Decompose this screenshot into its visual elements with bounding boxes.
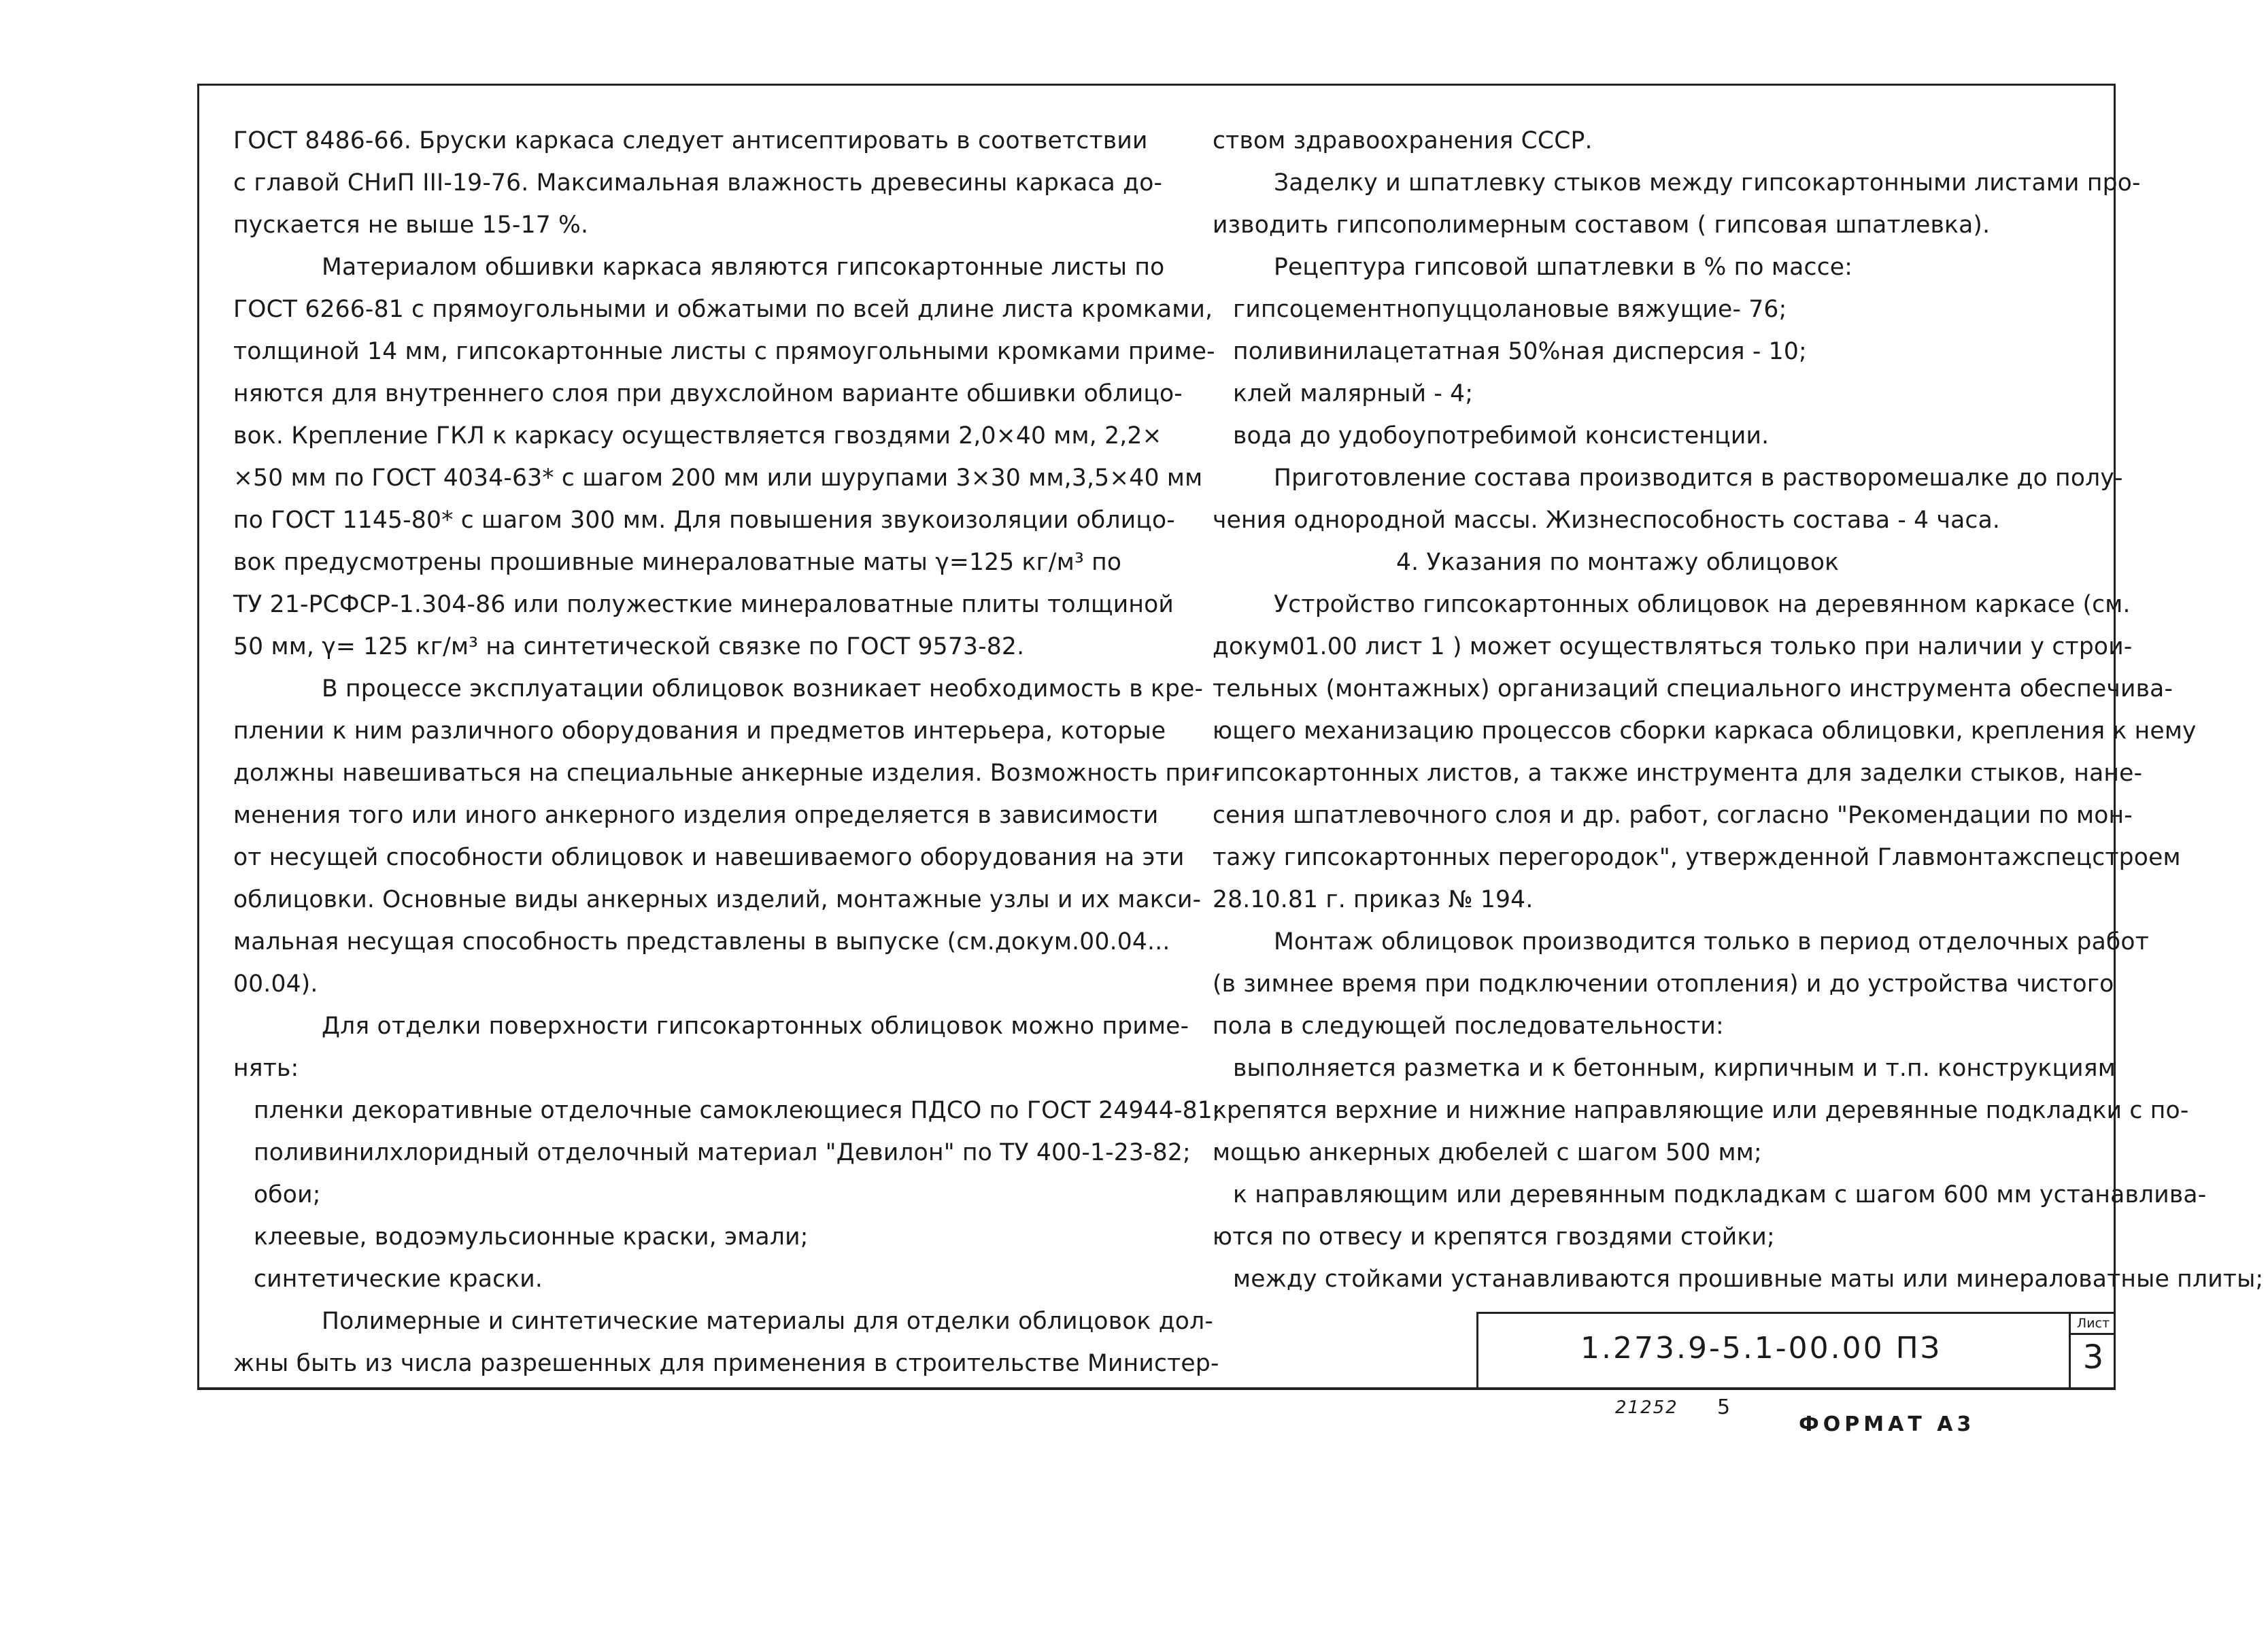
- text-line: Устройство гипсокартонных облицовок на деревянном каркасе (см.: [1274, 591, 2131, 618]
- text-line: крепятся верхние и нижние направляющие или деревянные подкладки с по-: [1213, 1097, 2189, 1124]
- text-line: 50 мм, γ= 125 кг/м³ на синтетической связке по ГОСТ 9573-82.: [233, 633, 1025, 660]
- text-line: мощью анкерных дюбелей с шагом 500 мм;: [1213, 1139, 1762, 1166]
- text-line: докум01.00 лист 1 ) может осуществляться только при наличии у строи-: [1213, 633, 2133, 660]
- text-line: Материалом обшивки каркаса являются гипсокартонные листы по: [322, 254, 1165, 281]
- list-item: вода до удобоупотребимой консистенции.: [1233, 422, 1770, 450]
- text-line: няются для внутреннего слоя при двухслойном варианте обшивки облицо-: [233, 380, 1183, 407]
- list-item: пленки декоративные отделочные самоклеющиеся ПДСО по ГОСТ 24944-81;: [254, 1097, 1221, 1124]
- title-block: [1476, 1312, 2116, 1389]
- drawing-sheet-frame: [197, 84, 2264, 1390]
- list-item: обои;: [254, 1181, 321, 1208]
- text-line: (в зимнее время при подключении отопления) и до устройства чистого: [1213, 970, 2114, 998]
- text-line: Рецептура гипсовой шпатлевки в % по массе:: [1274, 254, 1853, 281]
- text-line: облицовки. Основные виды анкерных изделий, монтажные узлы и их макси-: [233, 886, 1202, 913]
- section-heading: 4. Указания по монтажу облицовок: [1396, 549, 1840, 576]
- list-item: клей малярный - 4;: [1233, 380, 1474, 407]
- text-line: 00.04).: [233, 970, 318, 998]
- text-line: плении к ним различного оборудования и предметов интерьера, которые: [233, 717, 1166, 745]
- list-item: синтетические краски.: [254, 1266, 543, 1293]
- text-line: по ГОСТ 1145-80* с шагом 300 мм. Для повышения звукоизоляции облицо-: [233, 507, 1175, 534]
- text-line: Заделку и шпатлевку стыков между гипсокартонными листами про-: [1274, 169, 2141, 197]
- text-line: гипсокартонных листов, а также инструмента для заделки стыков, нане-: [1213, 760, 2143, 787]
- text-line: толщиной 14 мм, гипсокартонные листы с прямоугольными кромками приме-: [233, 338, 1215, 365]
- text-line: Приготовление состава производится в растворомешалке до полу-: [1274, 464, 2123, 492]
- list-item: между стойками устанавливаются прошивные маты или минераловатные плиты;: [1233, 1266, 2264, 1293]
- sheet-label: Лист: [2071, 1314, 2116, 1335]
- text-line: от несущей способности облицовок и навешиваемого оборудования на эти: [233, 844, 1185, 871]
- text-line: вок предусмотрены прошивные минераловатные маты γ=125 кг/м³ по: [233, 549, 1122, 576]
- text-line: тельных (монтажных) организаций специального инструмента обеспечива-: [1213, 675, 2173, 702]
- inventory-number: 21252: [1615, 1398, 1678, 1418]
- text-line: ющего механизацию процессов сборки каркаса облицовки, крепления к нему: [1213, 717, 2197, 745]
- text-line: пускается не выше 15-17 %.: [233, 211, 589, 239]
- list-item: поливинилацетатная 50%ная дисперсия - 10;: [1233, 338, 1807, 365]
- left-text-column: [233, 120, 1221, 1385]
- text-line: ×50 мм по ГОСТ 4034-63* с шагом 200 мм или шурупами 3×30 мм,3,5×40 мм: [233, 464, 1203, 492]
- text-line: тажу гипсокартонных перегородок", утвержденной Главмонтажспецстроем: [1213, 844, 2181, 871]
- text-line: чения однородной массы. Жизнеспособность состава - 4 часа.: [1213, 507, 2001, 534]
- text-line: 28.10.81 г. приказ № 194.: [1213, 886, 1534, 913]
- text-line: Монтаж облицовок производится только в период отделочных работ: [1274, 928, 2149, 955]
- list-item: клеевые, водоэмульсионные краски, эмали;: [254, 1223, 809, 1251]
- text-line: сения шпатлевочного слоя и др. работ, согласно "Рекомендации по мон-: [1213, 802, 2133, 829]
- text-line: жны быть из числа разрешенных для применения в строительстве Министер-: [233, 1350, 1219, 1377]
- text-line: пола в следующей последовательности:: [1213, 1013, 1724, 1040]
- text-line: изводить гипсополимерным составом ( гипсовая шпатлевка).: [1213, 211, 1991, 239]
- list-item: поливинилхлоридный отделочный материал "Девилон" по ТУ 400-1-23-82;: [254, 1139, 1191, 1166]
- text-line: ГОСТ 8486-66. Бруски каркаса следует антисептировать в соответствии: [233, 127, 1148, 154]
- text-line: мальная несущая способность представлены в выпуске (см.докум.00.04...: [233, 928, 1170, 955]
- text-line: ТУ 21-РСФСР-1.304-86 или полужесткие минераловатные плиты толщиной: [233, 591, 1174, 618]
- text-line: Для отделки поверхности гипсокартонных облицовок можно приме-: [322, 1013, 1189, 1040]
- sheet-number-cell: [2069, 1314, 2116, 1389]
- text-line: с главой СНиП III-19-76. Максимальная влажность древесины каркаса до-: [233, 169, 1163, 197]
- right-text-column: [1213, 120, 2264, 1300]
- document-code: 1.273.9-5.1-00.00 ПЗ: [1580, 1331, 1942, 1366]
- text-line: Полимерные и синтетические материалы для отделки облицовок дол-: [322, 1308, 1214, 1335]
- format-label: ФОРМАТ А3: [1799, 1412, 1976, 1436]
- text-line: должны навешиваться на специальные анкерные изделия. Возможность при-: [233, 760, 1220, 787]
- text-line: нять:: [233, 1055, 299, 1082]
- text-line: вок. Крепление ГКЛ к каркасу осуществляется гвоздями 2,0×40 мм, 2,2×: [233, 422, 1162, 450]
- text-line: В процессе эксплуатации облицовок возникает необходимость в кре-: [322, 675, 1204, 702]
- text-line: менения того или иного анкерного изделия определяется в зависимости: [233, 802, 1159, 829]
- list-item: гипсоцементнопуццолановые вяжущие- 76;: [1233, 296, 1787, 323]
- list-item: выполняется разметка и к бетонным, кирпичным и т.п. конструкциям: [1233, 1055, 2116, 1082]
- text-line: ством здравоохранения СССР.: [1213, 127, 1593, 154]
- text-line: ГОСТ 6266-81 с прямоугольными и обжатыми по всей длине листа кромками,: [233, 296, 1213, 323]
- text-line: ются по отвесу и крепятся гвоздями стойки;: [1213, 1223, 1775, 1251]
- list-item: к направляющим или деревянным подкладкам с шагом 600 мм устанавлива-: [1233, 1181, 2207, 1208]
- copy-number: 5: [1717, 1395, 1731, 1419]
- sheet-number: 3: [2082, 1338, 2104, 1376]
